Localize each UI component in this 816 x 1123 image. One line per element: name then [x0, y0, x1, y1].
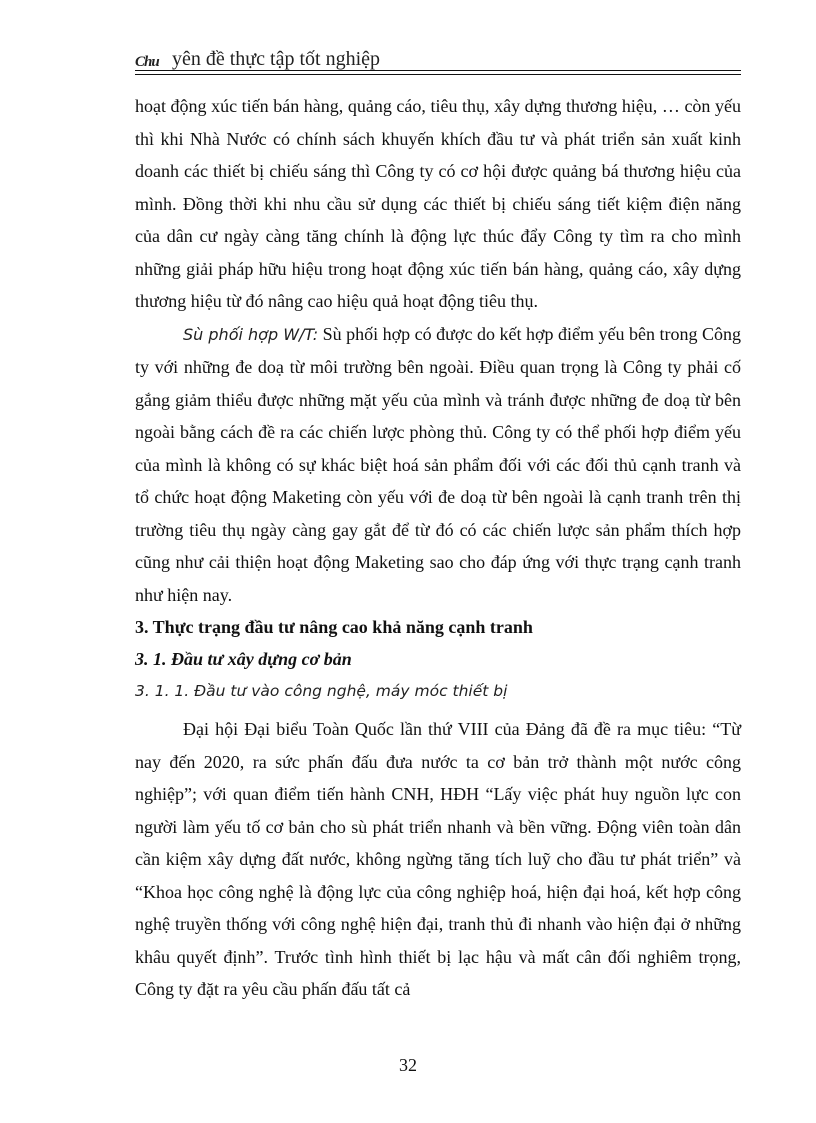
paragraph-2-lead: Sù phối hợp W/T: — [183, 324, 319, 344]
section-heading: 3. Thực trạng đầu tư nâng cao khả năng cạnh tranh — [135, 617, 533, 637]
paragraph-1: hoạt động xúc tiến bán hàng, quảng cáo, tiêu thụ, xây dựng thương hiệu, … còn yếu thì khi Nhà Nước có chính sách khuyến khích đầu tư và phát triển sản xuất kinh doanh các thiết bị chiếu sáng thì Công ty có cơ hội được quảng bá thương hiệu của mình. Đồng thời khi nhu cầu sử dụng các thiết bị chiếu sáng tiết kiệm điện năng của dân cư ngày càng tăng chính là động lực thúc đẩy Công ty tìm ra cho mình những giải pháp hữu hiệu trong hoạt động xúc tiến bán hàng, quảng cáo, xây dựng thương hiệu từ đó nâng cao hiệu quả hoạt động tiêu thụ. — [135, 96, 741, 311]
sub-subsection-heading: 3. 1. 1. Đầu tư vào công nghệ, máy móc thiết bị — [135, 682, 508, 700]
header-rule-thin — [135, 74, 741, 75]
page-header — [135, 46, 741, 74]
document-body — [135, 90, 741, 1006]
header-logo: Chu — [135, 54, 159, 70]
header-rule — [135, 70, 741, 71]
page-number: 32 — [399, 1055, 417, 1075]
paragraph-2-body: Sù phối hợp có được do kết hợp điểm yếu bên trong Công ty với những đe doạ từ môi trường bên ngoài. Điều quan trọng là Công ty phải cố gắng giảm thiểu được những mặt yếu của mình và tránh được những đe doạ từ bên ngoài bằng cách đề ra các chiến lược phòng thủ. Công ty có thể phối hợp điểm yếu của mình là không có sự khác biệt hoá sản phẩm đối với các đối thủ cạnh tranh và tổ chức hoạt động Maketing còn yếu với đe doạ từ bên ngoài là cạnh tranh trên thị trường tiêu thụ ngày càng gay gắt để từ đó có các chiến lược sản phẩm thích hợp cũng như cải thiện hoạt động Maketing sao cho đáp ứng với thực trạng cạnh tranh như hiện nay. — [135, 323, 741, 605]
subsection-heading: 3. 1. Đầu tư xây dựng cơ bản — [135, 649, 352, 669]
paragraph-3: Đại hội Đại biểu Toàn Quốc lần thứ VIII của Đảng đã đề ra mục tiêu: “Từ nay đến 2020, ra sức phấn đấu đưa nước ta cơ bản trở thành một nước công nghiệp”; với quan điểm tiến hành CNH, HĐH “Lấy việc phát huy nguồn lực con người làm yếu tố cơ bản cho sù phát triển nhanh và bền vững. Động viên toàn dân cần kiệm xây dựng đất nước, không ngừng tăng tích luỹ cho đầu tư phát triển” và “Khoa học công nghệ là động lực của công nghiệp hoá, hiện đại hoá, kết hợp công nghệ truyền thống với công nghệ hiện đại, tranh thủ đi nhanh vào hiện đại ở những khâu quyết định”. Trước tình hình thiết bị lạc hậu và mất cân đối nghiêm trọng, Công ty đặt ra yêu cầu phấn đấu tất cả — [135, 719, 741, 999]
header-title: yên đề thực tập tốt nghiệp — [172, 48, 381, 70]
paragraph-2 — [135, 318, 741, 612]
